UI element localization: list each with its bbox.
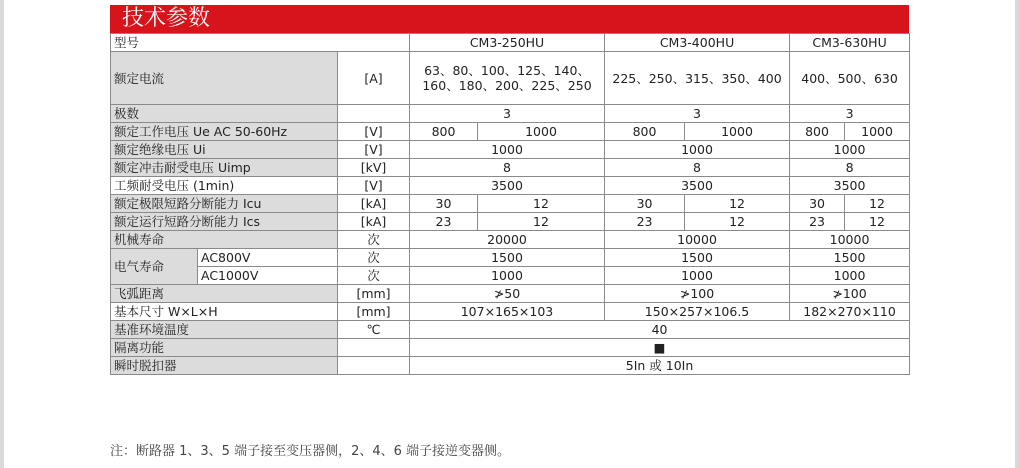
cell: 1000 [605,141,790,159]
cell: 23 [790,213,845,231]
cell: 107×165×103 [410,303,605,321]
table-row [111,177,910,195]
row-unit: [V] [338,141,410,159]
cell: 1000 [845,123,910,141]
table-row [111,123,910,141]
cell: 12 [478,213,605,231]
row-unit: 次 [338,231,410,249]
row-label: 瞬时脱扣器 [111,357,338,375]
model-1: CM3-250HU [410,34,605,52]
table-row [111,339,910,357]
table-row [111,285,910,303]
row-unit: ℃ [338,321,410,339]
row-label: 隔离功能 [111,339,338,357]
row-unit: [kA] [338,195,410,213]
row-sublabel: AC800V [198,249,338,267]
row-label: 极数 [111,105,338,123]
table-row [111,303,910,321]
row-label: 机械寿命 [111,231,338,249]
spec-table [110,33,910,375]
row-label: 额定冲击耐受电压 Uimp [111,159,338,177]
cell: 40 [410,321,910,339]
cell: 12 [685,213,790,231]
row-sublabel: AC1000V [198,267,338,285]
cell: 1500 [790,249,910,267]
cell: 1000 [790,267,910,285]
table-row [111,231,910,249]
cell: 30 [410,195,478,213]
row-label: 额定绝缘电压 Ui [111,141,338,159]
cell: 800 [790,123,845,141]
cell: 30 [605,195,685,213]
title-bar [110,5,909,33]
cell: 1000 [410,267,605,285]
cell: 5In 或 10In [410,357,910,375]
row-label: 基本尺寸 W×L×H [111,303,338,321]
cell: 225、250、315、350、400 [605,52,790,105]
cell: 12 [478,195,605,213]
cell: 23 [410,213,478,231]
cell: 182×270×110 [790,303,910,321]
model-2: CM3-400HU [605,34,790,52]
cell: 3 [605,105,790,123]
row-unit: [kV] [338,159,410,177]
row-label: 电气寿命 [111,249,198,285]
cell: 3500 [790,177,910,195]
row-unit [338,357,410,375]
cell: 150×257×106.5 [605,303,790,321]
table-row [111,249,910,267]
left-border [0,0,4,468]
cell: 8 [790,159,910,177]
cell: 1000 [410,141,605,159]
model-label: 型号 [111,34,410,52]
table-row [111,321,910,339]
title: 技术参数 [122,6,211,31]
cell: 1500 [410,249,605,267]
row-unit: [mm] [338,285,410,303]
row-unit: [A] [338,52,410,105]
cell: ≯100 [790,285,910,303]
row-unit: [V] [338,177,410,195]
table-row [111,213,910,231]
spec-sheet [110,5,909,375]
row-label: 工频耐受电压 (1min) [111,177,338,195]
row-unit: 次 [338,267,410,285]
cell: 63、80、100、125、140、160、180、200、225、250 [410,52,605,105]
row-label: 额定运行短路分断能力 Ics [111,213,338,231]
cell: 1000 [478,123,605,141]
row-label: 额定电流 [111,52,338,105]
cell: 12 [845,213,910,231]
cell: 800 [605,123,685,141]
footnote: 注：断路器 1、3、5 端子接至变压器侧，2、4、6 端子接逆变器侧。 [110,444,511,459]
row-unit [338,339,410,357]
cell: 8 [410,159,605,177]
cell: 8 [605,159,790,177]
row-unit: 次 [338,249,410,267]
cell: 400、500、630 [790,52,910,105]
cell: 3 [410,105,605,123]
cell: 10000 [605,231,790,249]
table-row [111,141,910,159]
row-label: 基准环境温度 [111,321,338,339]
model-3: CM3-630HU [790,34,910,52]
cell: 12 [685,195,790,213]
cell: 1000 [605,267,790,285]
cell: 1000 [790,141,910,159]
cell: 3500 [410,177,605,195]
cell: ■ [410,339,910,357]
cell: 1500 [605,249,790,267]
row-unit: [V] [338,123,410,141]
cell: 23 [605,213,685,231]
table-row [111,267,910,285]
cell: ≯50 [410,285,605,303]
table-row [111,195,910,213]
cell: ≯100 [605,285,790,303]
row-label: 额定工作电压 Ue AC 50-60Hz [111,123,338,141]
cell: 1000 [685,123,790,141]
cell: 3500 [605,177,790,195]
row-label: 飞弧距离 [111,285,338,303]
table-row [111,357,910,375]
table-row [111,105,910,123]
cell: 3 [790,105,910,123]
row-unit: [kA] [338,213,410,231]
row-unit: [mm] [338,303,410,321]
row-label: 额定极限短路分断能力 Icu [111,195,338,213]
right-border [1015,0,1019,468]
cell: 30 [790,195,845,213]
cell: 10000 [790,231,910,249]
table-row [111,34,910,52]
row-unit [338,105,410,123]
cell: 20000 [410,231,605,249]
cell: 12 [845,195,910,213]
table-row [111,159,910,177]
cell: 800 [410,123,478,141]
table-row [111,52,910,105]
